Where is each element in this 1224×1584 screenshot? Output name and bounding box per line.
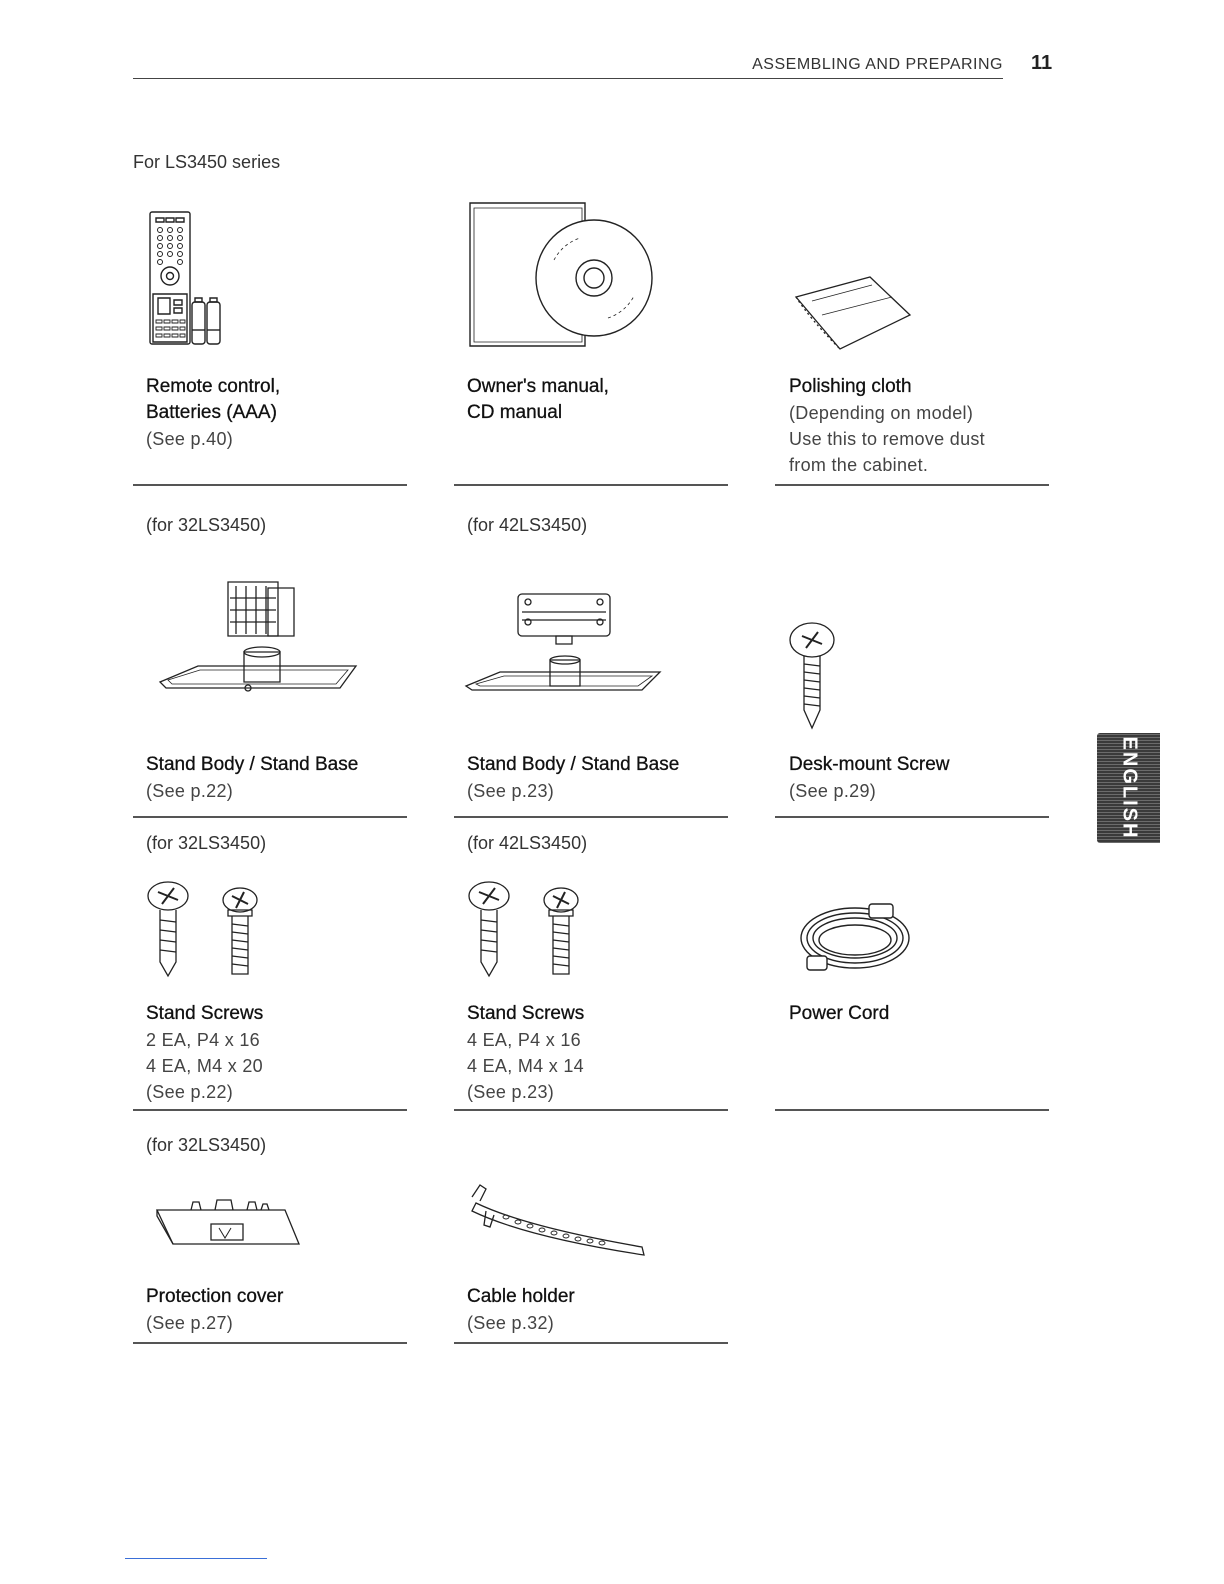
divider xyxy=(133,816,407,818)
language-tab[interactable] xyxy=(1097,733,1160,843)
section-title: ASSEMBLING AND PREPARING xyxy=(752,56,1003,73)
screws-32-model: (for 32LS3450) xyxy=(146,833,267,853)
divider xyxy=(775,816,1049,818)
cable-holder-illustration xyxy=(466,1183,648,1263)
protection-cover-illustration xyxy=(155,1198,303,1250)
polishing-cloth-desc-1: (Depending on model) xyxy=(789,403,974,423)
stand-screws-32-title: Stand Screws xyxy=(146,1003,264,1024)
stand-screws-42-qty-1: 4 EA, P4 x 16 xyxy=(467,1030,581,1050)
screws-42-model: (for 42LS3450) xyxy=(467,833,588,853)
polishing-cloth-illustration xyxy=(792,275,914,355)
stand-42-item xyxy=(467,752,679,804)
remote-control-ref: (See p.40) xyxy=(146,429,234,449)
page-header xyxy=(133,50,1003,79)
stand-screws-42-illustration xyxy=(467,880,587,978)
desk-mount-screw-title: Desk-mount Screw xyxy=(789,754,950,775)
divider xyxy=(775,1109,1049,1111)
divider xyxy=(133,484,407,486)
series-intro: For LS3450 series xyxy=(133,152,281,172)
desk-mount-screw-ref: (See p.29) xyxy=(789,781,877,801)
stand-42-model: (for 42LS3450) xyxy=(467,515,588,535)
desk-mount-screw-item xyxy=(789,752,950,804)
remote-control-title-2: Batteries (AAA) xyxy=(146,402,277,423)
stand-32-ref: (See p.22) xyxy=(146,781,234,801)
stand-screws-42-qty-2: 4 EA, M4 x 14 xyxy=(467,1056,584,1076)
stand-screws-32-item xyxy=(146,1001,263,1105)
divider xyxy=(454,1342,728,1344)
protection-cover-title: Protection cover xyxy=(146,1286,284,1307)
manual-cd-illustration xyxy=(468,200,658,350)
power-cord-item xyxy=(789,1001,889,1027)
stand-32-title: Stand Body / Stand Base xyxy=(146,754,359,775)
polishing-cloth-desc-2: Use this to remove dust xyxy=(789,429,985,449)
footer-rule xyxy=(125,1558,267,1559)
manual-title-2: CD manual xyxy=(467,402,563,423)
remote-control-item xyxy=(146,374,280,452)
stand-screws-32-illustration xyxy=(146,880,266,978)
polishing-cloth-desc-3: from the cabinet. xyxy=(789,455,929,475)
cable-holder-ref: (See p.32) xyxy=(467,1313,555,1333)
remote-control-illustration xyxy=(148,210,232,346)
remote-control-title-1: Remote control, xyxy=(146,376,281,397)
stand-42-ref: (See p.23) xyxy=(467,781,555,801)
stand-screws-42-ref: (See p.23) xyxy=(467,1082,555,1102)
stand-screws-42-title: Stand Screws xyxy=(467,1003,585,1024)
divider xyxy=(133,1109,407,1111)
divider xyxy=(775,484,1049,486)
protection-cover-item xyxy=(146,1284,283,1336)
stand-screws-32-ref: (See p.22) xyxy=(146,1082,234,1102)
divider xyxy=(454,1109,728,1111)
stand-screws-42-item xyxy=(467,1001,584,1105)
power-cord-illustration xyxy=(797,898,917,978)
polishing-cloth-item xyxy=(789,374,985,478)
stand-42-title: Stand Body / Stand Base xyxy=(467,754,680,775)
protection-cover-ref: (See p.27) xyxy=(146,1313,234,1333)
divider xyxy=(133,1342,407,1344)
stand-32-model: (for 32LS3450) xyxy=(146,515,267,535)
manual-title-1: Owner's manual, xyxy=(467,376,609,397)
language-tab-label: ENGLISH xyxy=(1118,736,1140,840)
desk-mount-screw-illustration xyxy=(788,620,838,730)
polishing-cloth-title: Polishing cloth xyxy=(789,376,912,397)
page-number: 11 xyxy=(1031,52,1053,74)
manual-item xyxy=(467,374,609,426)
divider xyxy=(454,484,728,486)
power-cord-title: Power Cord xyxy=(789,1003,890,1024)
stand-screws-32-qty-1: 2 EA, P4 x 16 xyxy=(146,1030,260,1050)
divider xyxy=(454,816,728,818)
cable-holder-item xyxy=(467,1284,575,1336)
stand-screws-32-qty-2: 4 EA, M4 x 20 xyxy=(146,1056,263,1076)
stand-42-illustration xyxy=(464,590,664,695)
cover-32-model: (for 32LS3450) xyxy=(146,1135,267,1155)
stand-32-item xyxy=(146,752,358,804)
cable-holder-title: Cable holder xyxy=(467,1286,575,1307)
stand-32-illustration xyxy=(158,580,360,695)
